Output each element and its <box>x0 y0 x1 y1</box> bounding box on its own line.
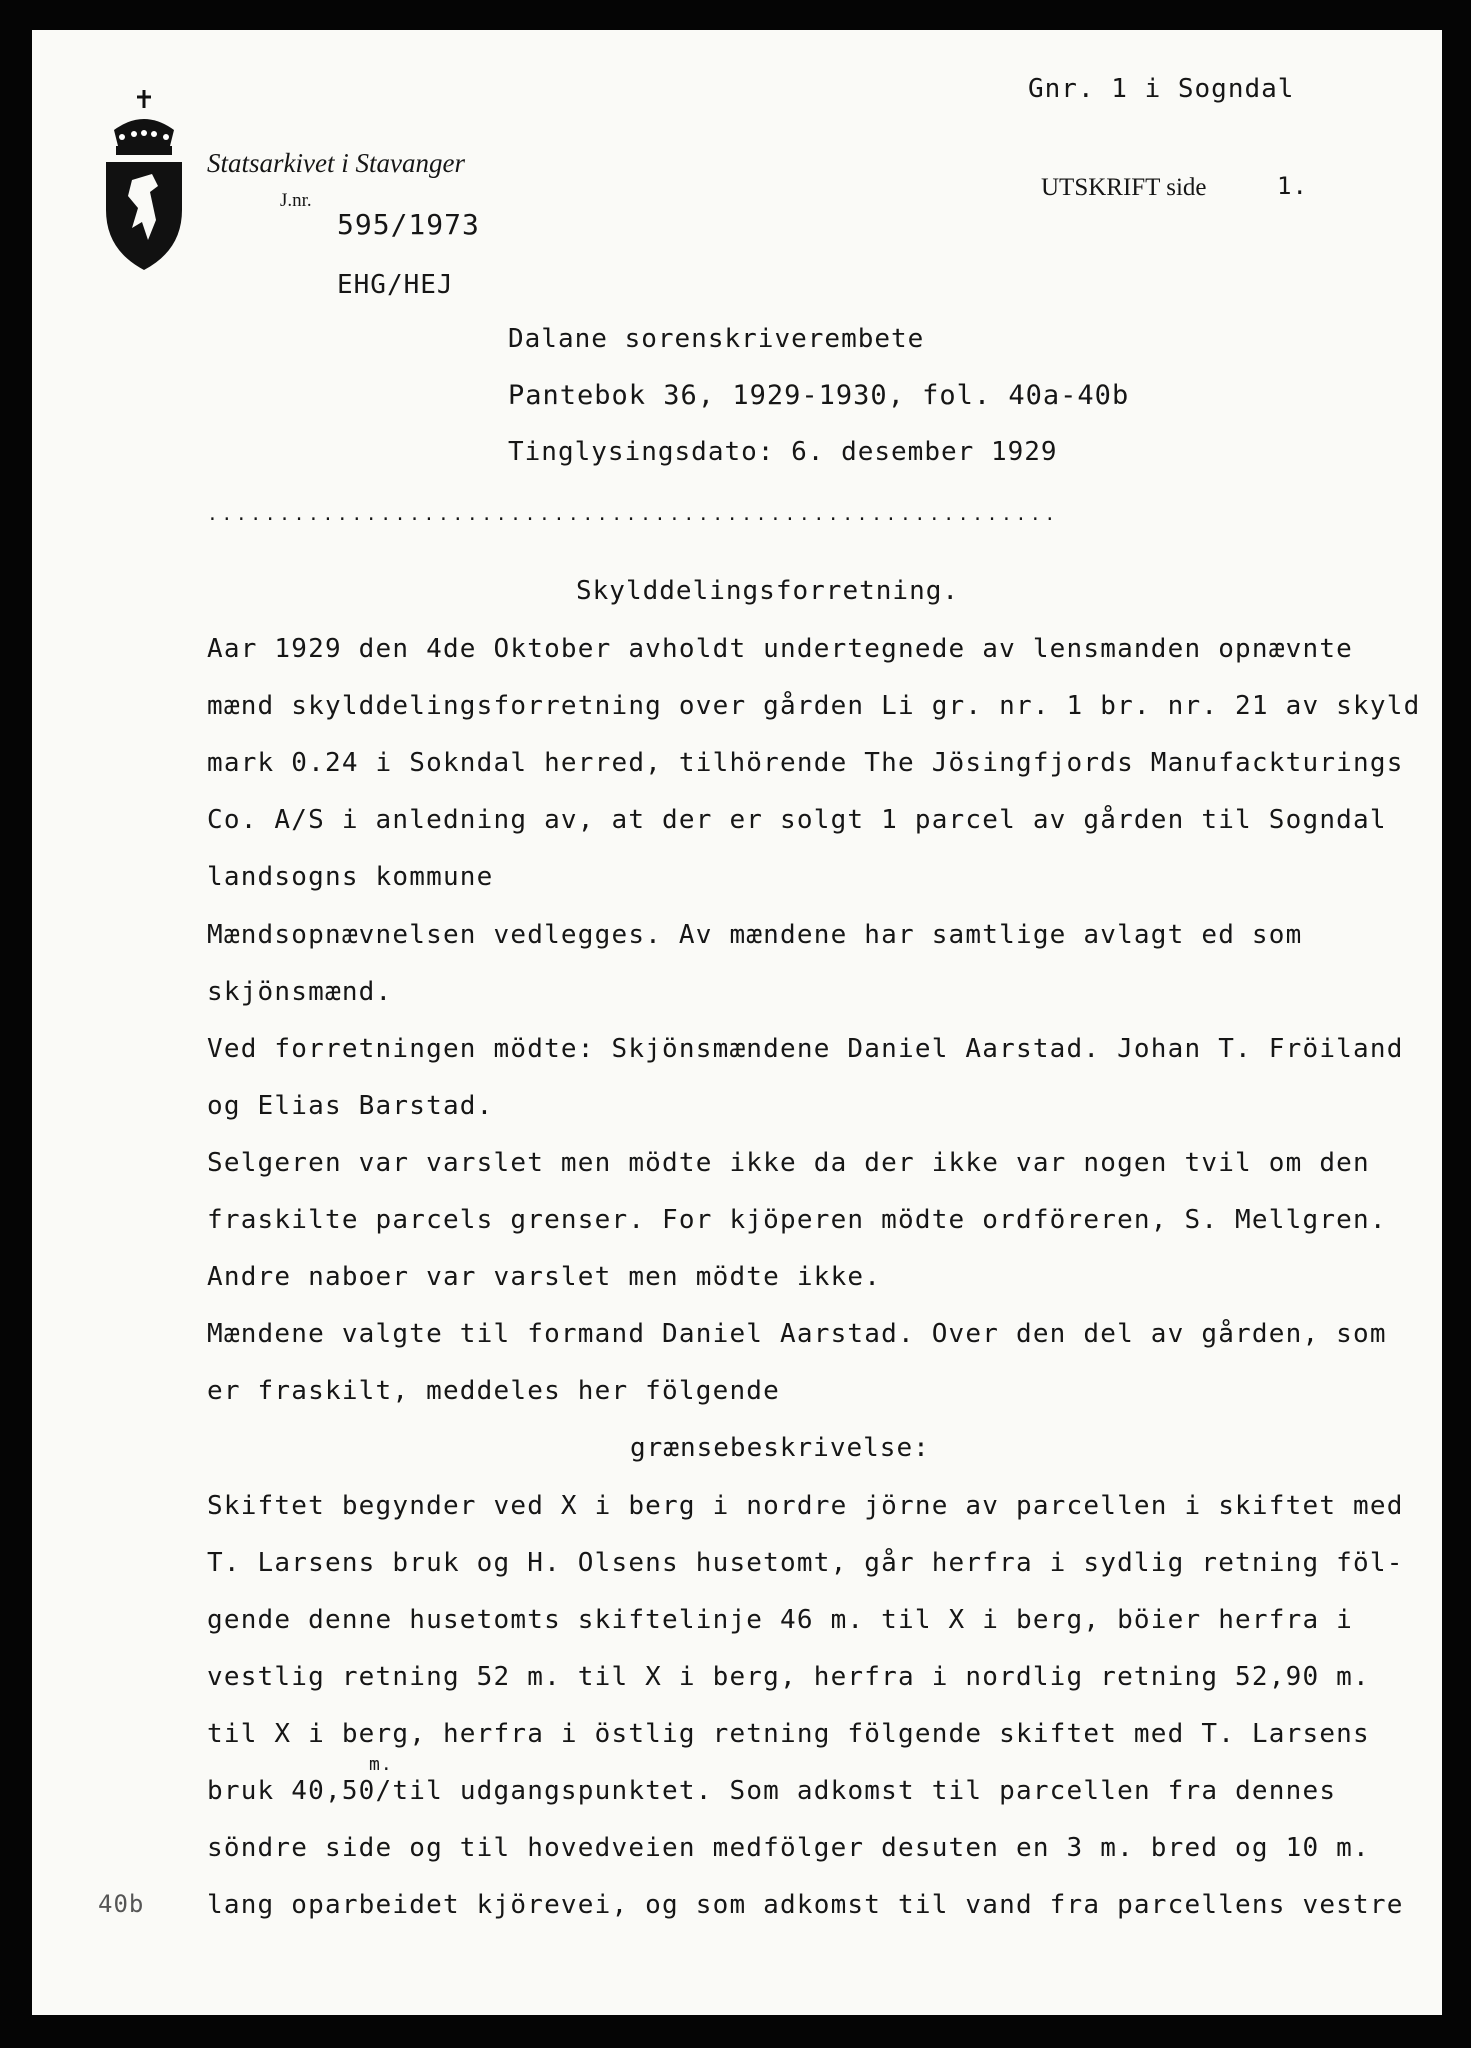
utskrift-page: 1. <box>1277 172 1308 200</box>
institution-name: Statsarkivet i Stavanger <box>207 148 465 178</box>
office-name: Dalane sorenskriverembete <box>508 324 925 354</box>
body-line: skjönsmænd. <box>207 977 393 1007</box>
body-line: lang oparbeidet kjörevei, og som adkomst til vand fra parcellens vestre <box>207 1890 1404 1920</box>
bruk-rest: /til udgangspunktet. Som adkomst til parcellen fra dennes <box>375 1776 1337 1806</box>
utskrift-label: UTSKRIFT side <box>1041 174 1207 201</box>
bruk-measure: bruk 40,50 <box>207 1776 376 1806</box>
body-line: Selgeren var varslet men mödte ikke da der ikke var nogen tvil om den <box>207 1148 1370 1178</box>
body-line: mænd skylddelingsforretning over gården Li gr. nr. 1 br. nr. 21 av skyld <box>207 691 1421 721</box>
body-line: Andre naboer var varslet men mödte ikke. <box>207 1262 882 1292</box>
body-line: söndre side og til hovedveien medfölger desuten en 3 m. bred og 10 m. <box>207 1833 1370 1863</box>
jnr-value: 595/1973 <box>337 208 480 241</box>
body-line: gende denne husetomts skiftelinje 46 m. til X i berg, böier herfra i <box>207 1605 1354 1635</box>
body-line: Mændene valgte til formand Daniel Aarstad. Over den del av gården, som <box>207 1319 1387 1349</box>
body-line: Aar 1929 den 4de Oktober avholdt undertegnede av lensmanden opnævnte <box>207 634 1354 664</box>
margin-note: 40b <box>98 1890 145 1918</box>
body-line: fraskilte parcels grenser. For kjöperen mödte ordföreren, S. Mellgren. <box>207 1205 1387 1235</box>
superscript-unit: m. <box>369 1754 393 1775</box>
body-line: og Elias Barstad. <box>207 1091 494 1121</box>
initials: EHG/HEJ <box>337 270 454 300</box>
document-title: Skylddelingsforretning. <box>576 576 960 606</box>
body-line <box>207 1776 1336 1806</box>
coat-of-arms-icon <box>102 90 187 270</box>
body-line: T. Larsens bruk og H. Olsens husetomt, går herfra i sydlig retning föl- <box>207 1548 1404 1578</box>
tinglysing-date: Tinglysingsdato: 6. desember 1929 <box>508 437 1058 467</box>
body-line: vestlig retning 52 m. til X i berg, herfra i nordlig retning 52,90 m. <box>207 1662 1370 1692</box>
jnr-label: J.nr. <box>280 190 312 211</box>
body-line: er fraskilt, meddeles her fölgende <box>207 1376 781 1406</box>
body-line: Mændsopnævnelsen vedlegges. Av mændene har samtlige avlagt ed som <box>207 920 1303 950</box>
section-subtitle: grænsebeskrivelse: <box>630 1433 930 1463</box>
body-line: Skiftet begynder ved X i berg i nordre jörne av parcellen i skiftet med <box>207 1491 1404 1521</box>
dotted-separator: ........................................................... <box>207 504 1059 525</box>
body-line: landsogns kommune <box>207 862 494 892</box>
body-line: Ved forretningen mödte: Skjönsmændene Daniel Aarstad. Johan T. Fröiland <box>207 1034 1404 1064</box>
gnr-reference: Gnr. 1 i Sogndal <box>1028 74 1295 104</box>
body-line: mark 0.24 i Sokndal herred, tilhörende The Jösingfjords Manufackturings <box>207 748 1404 778</box>
pantebok-ref: Pantebok 36, 1929-1930, fol. 40a-40b <box>508 380 1130 411</box>
document-page <box>32 30 1442 2015</box>
body-line: til X i berg, herfra i östlig retning fölgende skiftet med T. Larsens <box>207 1719 1370 1749</box>
body-line: Co. A/S i anledning av, at der er solgt 1 parcel av gården til Sogndal <box>207 805 1387 835</box>
